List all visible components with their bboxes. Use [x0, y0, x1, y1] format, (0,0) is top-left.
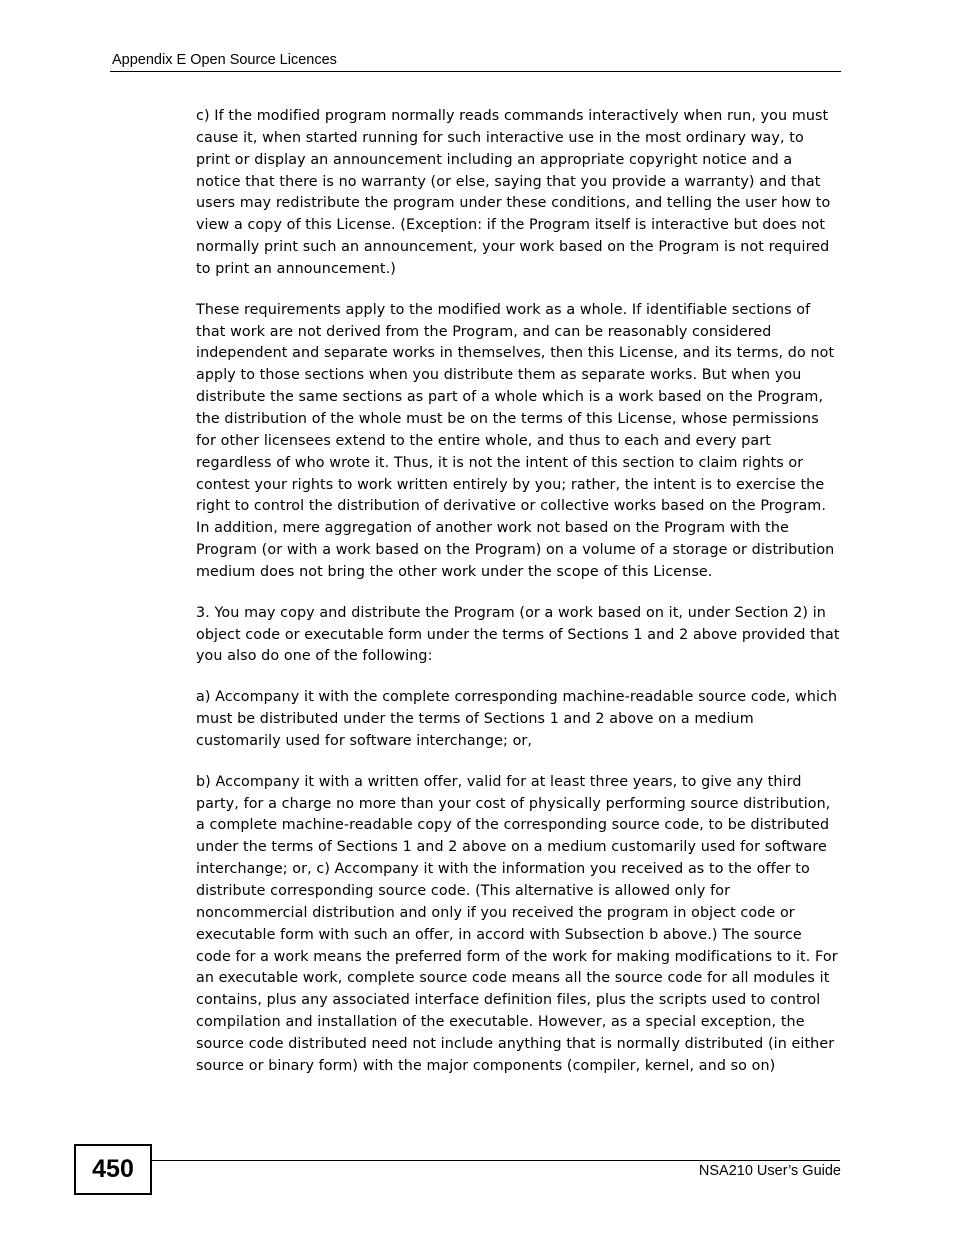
paragraph-option-a: a) Accompany it with the complete corresponding machine-readable source code, which must be distributed under the terms of Sections 1 and 2 above on a medium customarily used for software interchange; or, — [196, 689, 838, 749]
paragraph-option-b: b) Accompany it with a written offer, valid for at least three years, to give any third party, for a charge no more than your cost of physically performing source distribution, a complete machine-readable copy of the corresponding source code, to be distributed under the terms of Sections 1 and 2 above on a medium customarily used for software interchange; or, c) Accompany it with the information you received as to the offer to distribute corresponding source code. (This alternative is allowed only for noncommercial distribution and only if you received the program in object code or executable form with such an offer, in accord with Subsection b above.) The source code for a work means the preferred form of the work for making modifications to it. For an executable work, complete source code means all the source code for all modules it contains, plus any associated interface definition files, plus the scripts used to control compilation and installation of the executable. However, as a special exception, the source code distributed need not include anything that is normally distributed (in either source or binary form) with the major components (compiler, kernel, and so on) — [196, 773, 838, 1074]
paragraph-interactive-announcement: c) If the modified program normally reads commands interactively when run, you must cause it, when started running for such interactive use in the most ordinary way, to print or display an announcement including an appropriate copyright notice and a notice that there is no warranty (or else, saying that you provide a warranty) and that users may redistribute the program under these conditions, and telling the user how to view a copy of this License. (Exception: if the Program itself is interactive but does not normally print such an announcement, your work based on the Program is not required to print an announcement.) — [196, 108, 831, 277]
footer-divider — [152, 1160, 840, 1161]
license-text-body — [196, 106, 841, 1097]
page-number: 450 — [74, 1144, 152, 1195]
header-divider — [110, 71, 841, 72]
guide-title: NSA210 User’s Guide — [698, 1163, 841, 1179]
paragraph-section-3: 3. You may copy and distribute the Program (or a work based on it, under Section 2) in object code or executable form under the terms of Sections 1 and 2 above provided that you also do one of the following: — [196, 604, 840, 665]
running-header: Appendix E Open Source Licences — [112, 52, 337, 68]
paragraph-requirements-whole: These requirements apply to the modified work as a whole. If identifiable sections of that work are not derived from the Program, and can be reasonably considered independent and separate works in themselves, then this License, and its terms, do not apply to those sections when you distribute them as separate works. But when you distribute the same sections as part of a whole which is a work based on the Program, the distribution of the whole must be on the terms of this License, whose permissions for other licensees extend to the entire whole, and thus to each and every part regardless of who wrote it. Thus, it is not the intent of this section to claim rights or contest your rights to work written entirely by you; rather, the intent is to exercise the right to control the distribution of derivative or collective works based on the Program. In addition, mere aggregation of another work not based on the Program with the Program (or with a work based on the Program) on a volume of a storage or distribution medium does not bring the other work under the scope of this License. — [196, 301, 835, 580]
